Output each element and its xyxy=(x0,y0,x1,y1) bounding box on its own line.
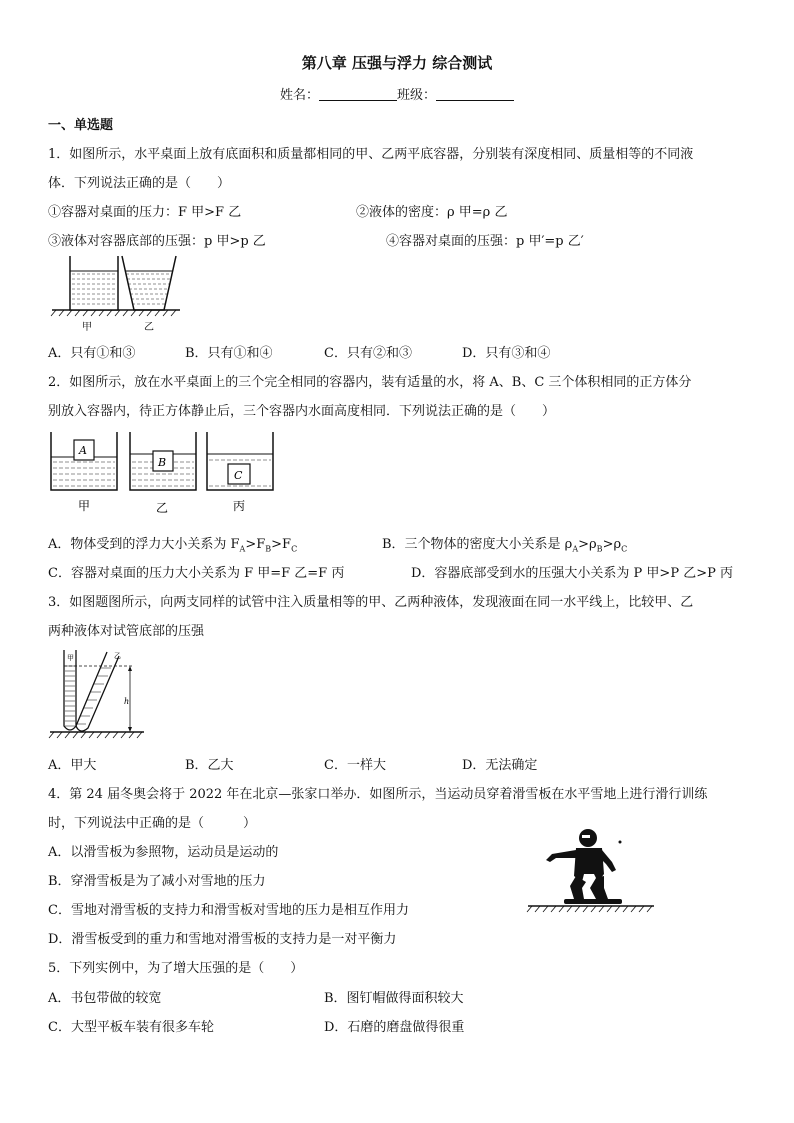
q4-stem-line1: 4．第 24 届冬奥会将于 2022 年在北京—张家口举办．如图所示，当运动员穿着滑雪板在水平雪地上进行滑行训练 xyxy=(48,787,708,802)
q2-option-b-sub-a: A xyxy=(572,544,579,554)
q2-option-a-text: A．物体受到的浮力大小关系为 F xyxy=(48,537,240,552)
q3-option-d[interactable]: D．无法确定 xyxy=(462,758,538,773)
q2-option-d[interactable]: D．容器底部受到水的压强大小关系为 P 甲>P 乙>P 丙 xyxy=(411,566,733,581)
q2-block-a: A xyxy=(79,444,87,457)
q2-block-b: B xyxy=(158,456,167,469)
q3-tube-yi xyxy=(76,652,119,731)
q1-figure xyxy=(48,254,188,336)
q1-statement-3: ③液体对容器底部的压强：p 甲>p 乙 xyxy=(48,234,266,249)
q2-fig-label-bing: 丙 xyxy=(233,499,246,513)
q2-fig-label-jia: 甲 xyxy=(78,499,91,513)
q3-fig-label-yi: 乙 xyxy=(114,652,121,660)
q2-option-c[interactable]: C．容器对桌面的压力大小关系为 F 甲=F 乙=F 丙 xyxy=(48,566,345,581)
q5-option-b[interactable]: B．图钉帽做得面积较大 xyxy=(324,991,464,1006)
q2-container-jia xyxy=(51,432,117,490)
q4-snowboarder-figure xyxy=(524,826,656,918)
q3-option-a[interactable]: A．甲大 xyxy=(48,758,97,773)
q2-option-a-sub-c: C xyxy=(291,544,298,554)
q2-option-b-sub-b: B xyxy=(596,544,603,554)
q2-option-a-sub-a: A xyxy=(239,544,246,554)
q4-stem-line2: 时，下列说法中正确的是（ ） xyxy=(48,816,257,831)
q1-statement-1: ①容器对桌面的压力：F 甲>F 乙 xyxy=(48,205,242,220)
q3-fig-label-h: h xyxy=(124,697,130,706)
q1-option-a[interactable]: A．只有①和③ xyxy=(48,346,136,361)
q1-stem-line1: 1．如图所示，水平桌面上放有底面积和质量都相同的甲、乙两平底容器，分别装有深度相同、质量相等的不同液 xyxy=(48,147,694,162)
q2-container-yi xyxy=(130,432,196,490)
q2-fig-label-yi: 乙 xyxy=(156,501,169,515)
q2-option-b-text: B．三个物体的密度大小关系是 ρ xyxy=(382,537,573,552)
q5-option-c[interactable]: C．大型平板车装有很多车轮 xyxy=(48,1020,214,1035)
q1-fig-label-yi: 乙 xyxy=(144,322,154,333)
q2-container-bing xyxy=(207,432,273,490)
q3-fig-label-jia: 甲 xyxy=(67,654,74,662)
section-heading: 一、单选题 xyxy=(48,118,114,133)
class-blank[interactable] xyxy=(436,87,514,101)
q1-option-b[interactable]: B．只有①和④ xyxy=(185,346,273,361)
q2-option-a-sub-b: B xyxy=(265,544,272,554)
q1-stem-line2: 体．下列说法正确的是（ ） xyxy=(48,176,231,191)
q1-option-c[interactable]: C．只有②和③ xyxy=(324,346,412,361)
q3-option-c[interactable]: C．一样大 xyxy=(324,758,386,773)
q2-stem-line1: 2．如图所示，放在水平桌面上的三个完全相同的容器内，装有适量的水，将 A、B、C 三个体积相同的正方体分 xyxy=(48,375,692,390)
q1-option-d[interactable]: D．只有③和④ xyxy=(462,346,551,361)
q4-option-d[interactable]: D．滑雪板受到的重力和雪地对滑雪板的支持力是一对平衡力 xyxy=(48,932,397,947)
q4-option-c[interactable]: C．雪地对滑雪板的支持力和滑雪板对雪地的压力是相互作用力 xyxy=(48,903,409,918)
page-title: 第八章 压强与浮力 综合测试 xyxy=(301,54,493,72)
q2-option-b[interactable]: B．三个物体的密度大小关系是 $\rho_A>\rho_B>\rho_C$ xyxy=(382,537,628,554)
q3-stem-line2: 两种液体对试管底部的压强 xyxy=(48,624,205,639)
q2-option-b-sub-c: C xyxy=(621,544,628,554)
q2-stem-line2: 别放入容器内，待正方体静止后，三个容器内水面高度相同．下列说法正确的是（ ） xyxy=(48,404,556,419)
q3-stem-line1: 3．如图题图所示，向两支同样的试管中注入质量相等的甲、乙两种液体，发现液面在同一水平线上，比较甲、乙 xyxy=(48,595,694,610)
q5-option-a[interactable]: A．书包带做的较宽 xyxy=(48,991,162,1006)
name-class-line xyxy=(0,84,794,103)
name-blank[interactable] xyxy=(319,87,397,101)
q3-tube-jia xyxy=(64,650,76,730)
q4-option-b[interactable]: B．穿滑雪板是为了减小对雪地的压力 xyxy=(48,874,266,889)
q5-option-d[interactable]: D．石磨的磨盘做得很重 xyxy=(324,1020,465,1035)
q2-option-a[interactable]: A．物体受到的浮力大小关系为 $F_A>F_B>F_C$ xyxy=(48,537,298,554)
name-label: 姓名： xyxy=(279,88,319,103)
q3-figure xyxy=(48,648,148,744)
class-label: 班级： xyxy=(397,88,437,103)
q1-statement-2: ②液体的密度：ρ 甲=ρ 乙 xyxy=(356,205,508,220)
q1-fig-label-jia: 甲 xyxy=(82,322,92,333)
q4-option-a[interactable]: A．以滑雪板为参照物，运动员是运动的 xyxy=(48,845,279,860)
q1-statement-4: ④容器对桌面的压强：p 甲′=p 乙′ xyxy=(386,234,584,249)
q2-block-c: C xyxy=(234,469,243,482)
q5-stem: 5．下列实例中，为了增大压强的是（ ） xyxy=(48,961,304,976)
q3-option-b[interactable]: B．乙大 xyxy=(185,758,234,773)
q2-figure xyxy=(50,430,276,516)
